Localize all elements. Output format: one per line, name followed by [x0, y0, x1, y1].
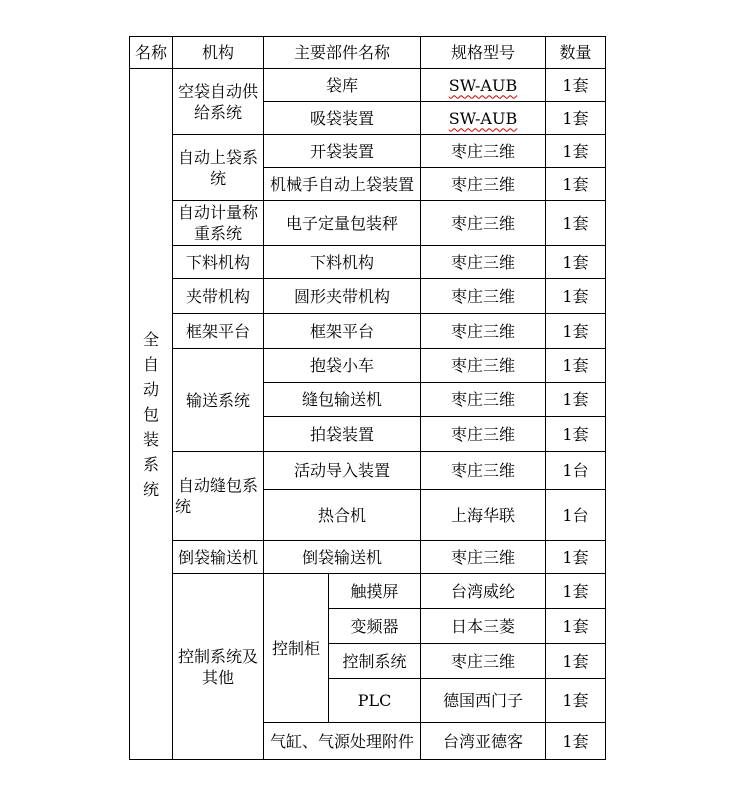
table-row	[130, 541, 606, 574]
spec-cell: 枣庄三维	[421, 279, 546, 314]
spec-cell	[421, 69, 546, 102]
spec-cell: 上海华联	[421, 490, 546, 541]
group-cell-clamping: 夹带机构	[173, 279, 264, 314]
qty-cell: 1套	[546, 279, 606, 314]
spec-text-wavy: SW-AUB	[448, 75, 518, 95]
spec-cell: 枣庄三维	[421, 314, 546, 349]
spec-cell: 枣庄三维	[421, 246, 546, 279]
part-cell: 气缸、气源处理附件	[264, 723, 421, 760]
part-cell: PLC	[329, 679, 421, 723]
part-cell: 变频器	[329, 609, 421, 644]
qty-cell: 1台	[546, 452, 606, 490]
qty-cell: 1套	[546, 541, 606, 574]
qty-cell: 1套	[546, 723, 606, 760]
group-cell-bag-dump-conveyor: 倒袋输送机	[173, 541, 264, 574]
qty-cell: 1套	[546, 417, 606, 452]
part-cell: 倒袋输送机	[264, 541, 421, 574]
part-cell: 吸袋装置	[264, 102, 421, 135]
spec-cell: 枣庄三维	[421, 452, 546, 490]
table-row	[130, 452, 606, 490]
part-cell: 缝包输送机	[264, 383, 421, 417]
group-cell-control-system: 控制系统及其他	[173, 574, 264, 760]
spec-cell: 枣庄三维	[421, 349, 546, 383]
part-cell: 机械手自动上袋装置	[264, 168, 421, 201]
qty-cell: 1套	[546, 679, 606, 723]
part-cell: 电子定量包装秤	[264, 201, 421, 246]
table-row	[130, 574, 606, 609]
group-cell-auto-sewing: 自动缝包系统	[173, 452, 264, 541]
subgroup-cell-control-cabinet: 控制柜	[264, 574, 329, 723]
spec-cell: 枣庄三维	[421, 417, 546, 452]
spec-cell: 枣庄三维	[421, 383, 546, 417]
qty-cell: 1套	[546, 609, 606, 644]
spec-cell: 枣庄三维	[421, 644, 546, 679]
table-row	[130, 201, 606, 246]
table-row	[130, 69, 606, 102]
table-header-row	[130, 37, 606, 69]
equipment-spec-table	[129, 36, 606, 760]
header-name: 名称	[130, 37, 173, 69]
spec-cell: 台湾亚德客	[421, 723, 546, 760]
part-cell: 抱袋小车	[264, 349, 421, 383]
header-mechanism: 机构	[173, 37, 264, 69]
group-cell-discharging: 下料机构	[173, 246, 264, 279]
table-row	[130, 246, 606, 279]
qty-cell: 1套	[546, 574, 606, 609]
group-cell-conveying: 输送系统	[173, 349, 264, 452]
part-cell: 下料机构	[264, 246, 421, 279]
group-cell-frame-platform: 框架平台	[173, 314, 264, 349]
header-spec: 规格型号	[421, 37, 546, 69]
spec-text-wavy: SW-AUB	[448, 108, 518, 128]
table-row	[130, 135, 606, 168]
qty-cell: 1套	[546, 644, 606, 679]
system-name-vertical-text: 全自动包装系统	[142, 329, 159, 499]
spec-cell: 枣庄三维	[421, 201, 546, 246]
qty-cell: 1台	[546, 490, 606, 541]
spec-cell: 枣庄三维	[421, 541, 546, 574]
spec-cell: 日本三菱	[421, 609, 546, 644]
group-cell-auto-bag-loading: 自动上袋系统	[173, 135, 264, 201]
header-qty: 数量	[546, 37, 606, 69]
part-cell: 圆形夹带机构	[264, 279, 421, 314]
part-cell: 触摸屏	[329, 574, 421, 609]
spec-cell: 枣庄三维	[421, 168, 546, 201]
qty-cell: 1套	[546, 69, 606, 102]
qty-cell: 1套	[546, 168, 606, 201]
system-name-cell	[130, 69, 173, 760]
spec-cell: 台湾威纶	[421, 574, 546, 609]
qty-cell: 1套	[546, 135, 606, 168]
part-cell: 热合机	[264, 490, 421, 541]
qty-cell: 1套	[546, 201, 606, 246]
part-cell: 活动导入装置	[264, 452, 421, 490]
part-cell: 袋库	[264, 69, 421, 102]
qty-cell: 1套	[546, 349, 606, 383]
header-part: 主要部件名称	[264, 37, 421, 69]
part-cell: 框架平台	[264, 314, 421, 349]
group-cell-auto-weighing: 自动计量称重系统	[173, 201, 264, 246]
qty-cell: 1套	[546, 246, 606, 279]
part-cell: 开袋装置	[264, 135, 421, 168]
part-cell: 控制系统	[329, 644, 421, 679]
spec-cell: 枣庄三维	[421, 135, 546, 168]
spec-cell	[421, 102, 546, 135]
qty-cell: 1套	[546, 383, 606, 417]
spec-cell: 德国西门子	[421, 679, 546, 723]
group-cell-empty-bag-supply: 空袋自动供给系统	[173, 69, 264, 135]
table-row	[130, 279, 606, 314]
qty-cell: 1套	[546, 102, 606, 135]
part-cell: 拍袋装置	[264, 417, 421, 452]
table-row	[130, 349, 606, 383]
qty-cell: 1套	[546, 314, 606, 349]
table-row	[130, 314, 606, 349]
